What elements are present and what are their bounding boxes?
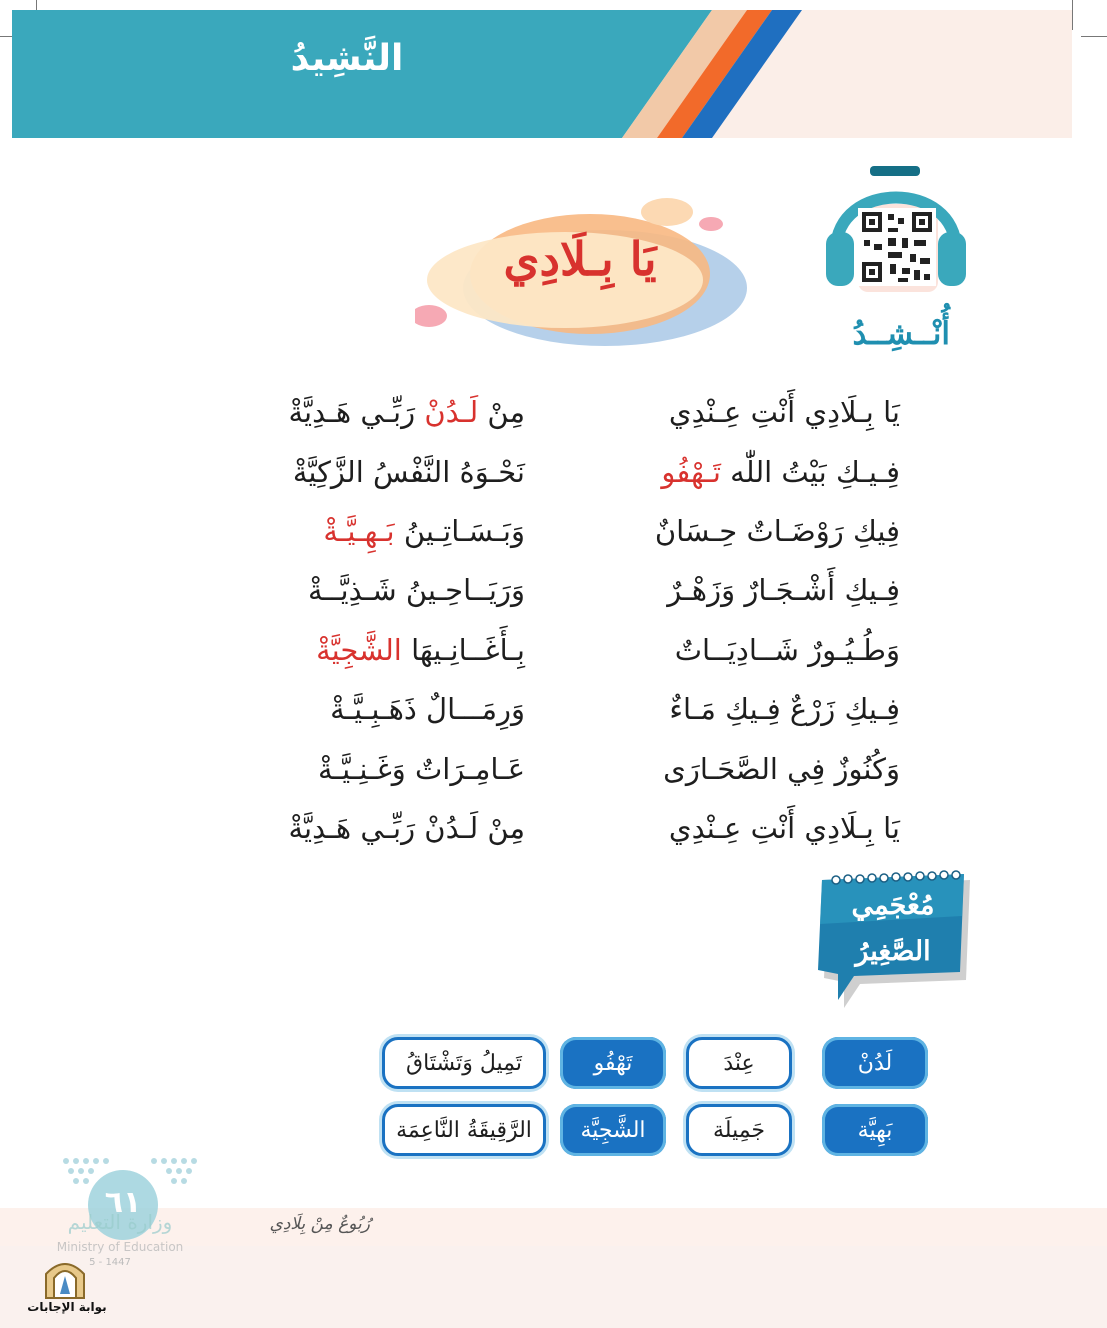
crop-mark xyxy=(1072,0,1073,30)
recite-label: أُنْــشِــدُ xyxy=(852,316,950,352)
answers-portal-logo-icon[interactable] xyxy=(42,1254,88,1300)
verse-right: فِـيكِ أَشْـجَـارٌ وَزَهْـرٌ xyxy=(667,573,900,607)
footer-band-bottom xyxy=(0,1246,1107,1328)
highlighted-word: تَـهْفُو xyxy=(661,455,721,489)
page-title: النَّشِيدُ xyxy=(290,38,404,79)
verse-left: وَرَيَــاحِـينُ شَـذِيَّــةْ xyxy=(307,573,525,607)
dictionary-meaning: جَمِيلَة xyxy=(686,1104,792,1156)
highlighted-word: بَـهِـيَّـةْ xyxy=(323,514,395,548)
ministry-name-arabic: وزارة التعليم xyxy=(67,1210,173,1234)
lesson-header xyxy=(12,10,1072,138)
verse-left: وَبَـسَـاتِـينُ بَـهِـيَّـةْ xyxy=(323,514,525,548)
header-band xyxy=(12,10,1072,138)
dictionary-term: الشَّجِيَّة xyxy=(560,1104,666,1156)
poem-title: يَا بِـلَادِي xyxy=(503,232,657,286)
verse-right: فِـيـكِ بَيْتُ اللّٰه تَـهْفُو xyxy=(661,455,900,489)
dictionary-term: لَدُنْ xyxy=(822,1037,928,1089)
footer-caption: رُبُوعٌ مِنْ بِلَادِي xyxy=(269,1214,370,1234)
dictionary-term: تَهْفُو xyxy=(560,1037,666,1089)
highlighted-word: لَـدُنْ xyxy=(424,395,479,429)
verse-left: مِنْ لَـدُنْ رَبِّـي هَـدِيَّةْ xyxy=(288,811,525,845)
verse-left: عَـامِـرَاتٌ وَغَـنِـيَّـةْ xyxy=(318,752,525,786)
verse-left: بِـأَغَــانِـيهَا الشَّجِيَّةْ xyxy=(316,633,525,667)
qr-code-icon[interactable] xyxy=(858,208,936,286)
verse-right: وَكُنُوزٌ فِي الصَّحَـارَى xyxy=(663,752,900,786)
verse-right: يَا بِـلَادِي أَنْتِ عِـنْدِي xyxy=(668,395,900,429)
verse-left: وَرِمَـــالٌ ذَهَـبِـيَّـةْ xyxy=(330,692,525,726)
ministry-name-english: Ministry of Education xyxy=(56,1240,184,1254)
dictionary-title-line2: الصَّغِيرُ xyxy=(855,936,931,967)
verse-right: يَا بِـلَادِي أَنْتِ عِـنْدِي xyxy=(668,811,900,845)
verse-right: فِـيكِ زَرْعٌ فِـيكِ مَـاءٌ xyxy=(669,692,900,726)
highlighted-word: الشَّجِيَّةْ xyxy=(316,633,402,667)
crop-mark xyxy=(1081,36,1107,37)
ministry-year: 5 - 1447 xyxy=(89,1257,131,1268)
dictionary-term: بَهِيَّة xyxy=(822,1104,928,1156)
dictionary-meaning: تَمِيلُ وَتَشْتَاقُ xyxy=(382,1037,546,1089)
dictionary-meaning: الرَّقِيقَةُ النَّاعِمَة xyxy=(382,1104,546,1156)
answers-portal-label[interactable]: بوابة الإجابات xyxy=(27,1300,107,1314)
dictionary-meaning: عِنْدَ xyxy=(686,1037,792,1089)
poem-title-badge xyxy=(415,190,755,360)
dictionary-title-line1: مُعْجَمِي xyxy=(851,890,935,921)
page-number: ٦١ xyxy=(88,1170,158,1240)
verse-left: مِنْ لَـدُنْ رَبِّـي هَـدِيَّةْ xyxy=(288,395,525,429)
verse-right: وَطُـيُـورٌ شَــادِيَــاتٌ xyxy=(674,633,900,667)
verse-left: نَحْـوَهُ النَّفْسُ الزَّكِيَّةْ xyxy=(292,455,525,489)
verse-right: فِيكِ رَوْضَـاتٌ حِـسَانٌ xyxy=(654,514,900,548)
